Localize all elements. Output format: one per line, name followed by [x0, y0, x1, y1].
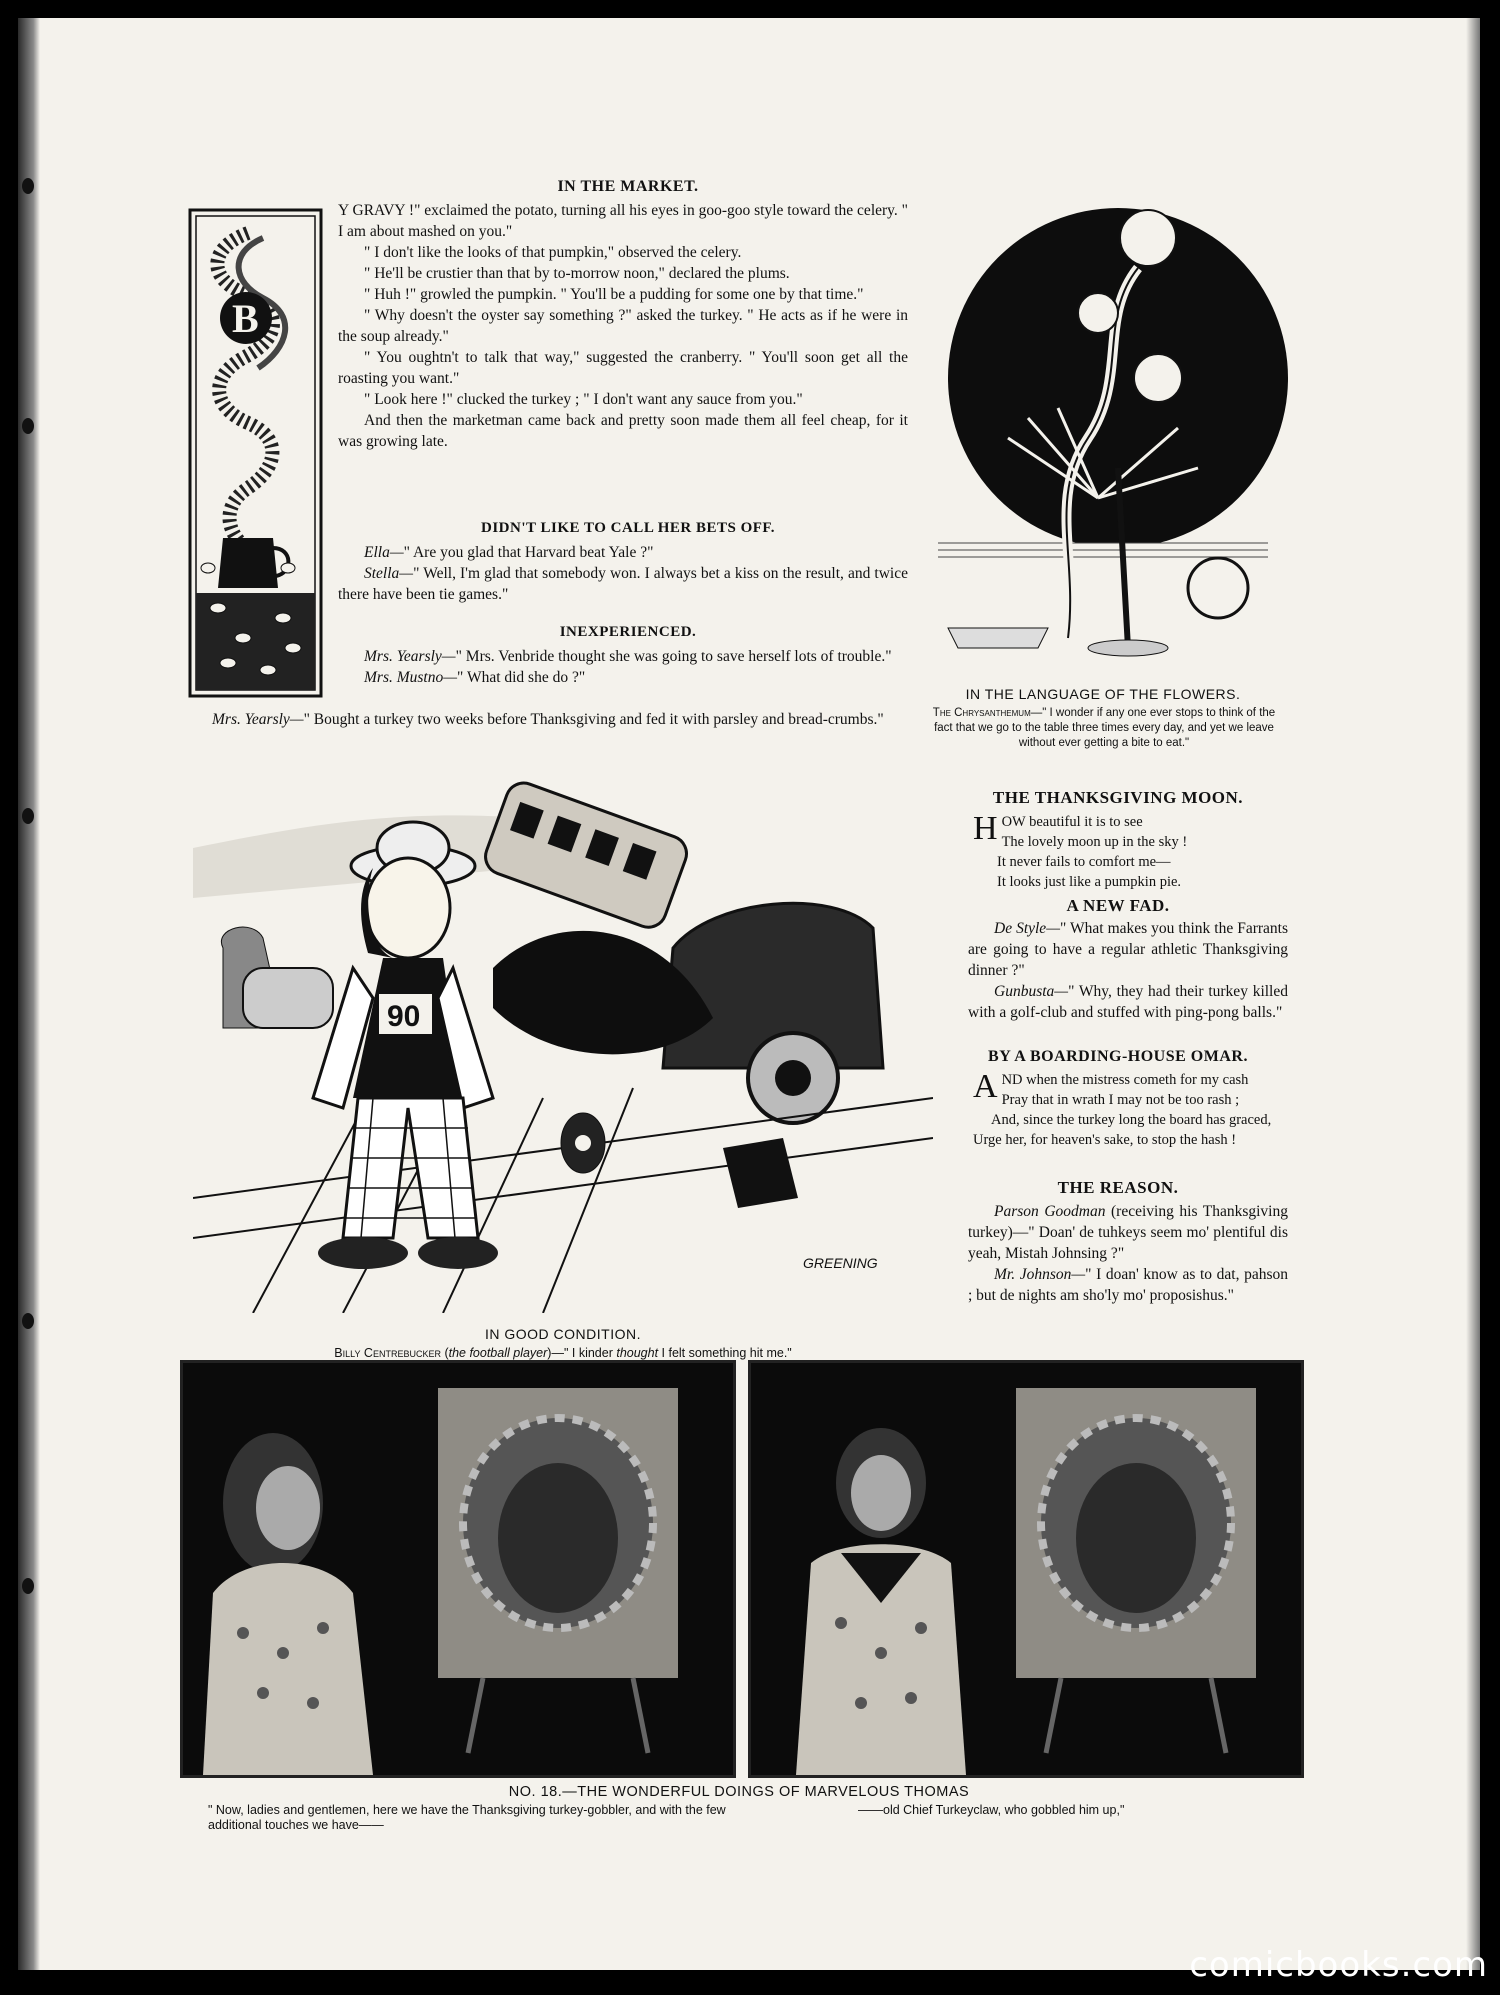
page-edge — [1466, 18, 1480, 1970]
market-paragraph: And then the marketman came back and pretty soon made them all feel cheap, for it was growing late. — [338, 412, 908, 450]
dialogue-line: " I doan' know as to dat, pahson ; but de nights am sho'ly mo' proposishus." — [968, 1266, 1289, 1304]
poem-line: Urge her, for heaven's sake, to stop the hash ! — [973, 1132, 1237, 1148]
speaker-name: Gunbusta— — [994, 983, 1069, 1000]
thomas-photo-left — [180, 1360, 736, 1778]
magazine-page — [18, 18, 1480, 1970]
fad-title: A NEW FAD. — [1066, 896, 1170, 915]
binding-hole — [22, 1313, 34, 1329]
dialogue-line: " I wonder if any one ever stops to think of the fact that we go to the table three times every day, and yet we leave without ever getting a bite to eat." — [934, 707, 1276, 749]
moon-poem — [973, 812, 1283, 892]
speaker-name: Ella— — [364, 544, 404, 561]
speaker-name: De Style— — [994, 920, 1060, 937]
market-paragraph: " Huh !" growled the pumpkin. " You'll be a pudding for some one by that time." — [364, 286, 864, 303]
market-paragraph: " You oughtn't to talk that way," suggested the cranberry. " You'll soon get all the roasting you want." — [338, 349, 908, 387]
speaker-name: The Chrysanthemum— — [932, 707, 1043, 719]
omar-title: BY A BOARDING-HOUSE OMAR. — [988, 1048, 1248, 1065]
decorative-initial-panel — [188, 208, 323, 698]
binding-hole — [22, 1578, 34, 1594]
binding-hole — [22, 808, 34, 824]
market-paragraph: " Look here !" clucked the turkey ; " I don't want any sauce from you." — [364, 391, 803, 408]
cartoon-caption: Billy Centrebucker (the football player)—" I kinder thought I felt something hit me." — [334, 1346, 792, 1360]
speaker-name: Mrs. Yearsly— — [364, 648, 456, 665]
fad-story — [968, 918, 1288, 1023]
dialogue-line: " What makes you think the Farrants are going to have a regular athletic Thanksgiving dinner ?" — [968, 920, 1288, 979]
page-binding — [18, 18, 40, 1970]
reason-story — [968, 1201, 1288, 1306]
dialogue-line: " Are you glad that Harvard beat Yale ?" — [403, 544, 654, 561]
dialogue-line: " Bought a turkey two weeks before Thanksgiving and fed it with parsley and bread-crumbs." — [303, 711, 884, 728]
dialogue-line: " Mrs. Venbride thought she was going to save herself lots of trouble." — [455, 648, 892, 665]
inexperienced-story — [338, 646, 908, 688]
dialogue-line: I felt something hit me." — [658, 1346, 792, 1360]
jersey-number: 90 — [387, 1000, 421, 1033]
dialogue-line: " Why, they had their turkey killed with a golf-club and stuffed with ping-pong balls." — [968, 983, 1288, 1021]
speaker-name: Mr. Johnson— — [994, 1266, 1086, 1283]
speaker-name: Parson Goodman — [994, 1203, 1106, 1220]
binding-hole — [22, 178, 34, 194]
dialogue-line: " What did she do ?" — [457, 669, 586, 686]
market-story — [338, 200, 908, 452]
drop-cap: H — [973, 810, 998, 847]
market-paragraph: " I don't like the looks of that pumpkin," observed the celery. — [364, 244, 742, 261]
market-paragraph: " Why doesn't the oyster say something ?" asked the turkey. " He acts as if he were in the soup already." — [338, 307, 908, 345]
market-lead: Y GRAVY !" exclaimed the potato, turning all his eyes in goo-goo style toward the celery. " I am about mashed on you." — [338, 202, 908, 240]
site-watermark: comicbooks.com — [1189, 1945, 1488, 1985]
binding-hole — [22, 418, 34, 434]
dialogue-line: —" I kinder — [551, 1346, 617, 1360]
football-cartoon — [193, 768, 933, 1313]
bets-title: DIDN'T LIKE TO CALL HER BETS OFF. — [481, 520, 775, 536]
poem-line: Pray that in wrath I may not be too rash ; — [1001, 1092, 1240, 1108]
reason-title: THE REASON. — [1057, 1178, 1179, 1197]
poem-line: It never fails to comfort me— — [997, 854, 1171, 870]
initial-letter: B — [232, 296, 259, 341]
omar-poem — [973, 1070, 1293, 1150]
poem-line: OW beautiful it is to see — [1001, 814, 1143, 830]
moon-title: THE THANKSGIVING MOON. — [992, 788, 1244, 807]
inexperienced-title: INEXPERIENCED. — [559, 624, 697, 640]
poem-line: It looks just like a pumpkin pie. — [997, 874, 1182, 890]
poem-line: The lovely moon up in the sky ! — [1001, 834, 1188, 850]
thomas-right-caption: ——old Chief Turkeyclaw, who gobbled him up," — [858, 1803, 1125, 1817]
market-paragraph: " He'll be crustier than that by to-morrow noon," declared the plums. — [364, 265, 790, 282]
speaker-name: Stella— — [364, 565, 414, 582]
speaker-name: Mrs. Mustno— — [364, 669, 458, 686]
thomas-photo-right — [748, 1360, 1304, 1778]
poem-line: ND when the mistress cometh for my cash — [1001, 1072, 1249, 1088]
thomas-left-caption: " Now, ladies and gentlemen, here we have the Thanksgiving turkey-gobbler, and with the few additional touches we have—— — [208, 1803, 726, 1832]
drop-cap: A — [973, 1068, 998, 1105]
cartoon-title: IN GOOD CONDITION. — [485, 1326, 641, 1342]
dialogue-line: (receiving his Thanksgiving turkey)—" Doan' de tuhkeys seem mo' plentiful dis yeah, Mistah Johnsing ?" — [968, 1203, 1288, 1262]
artist-signature: GREENING — [803, 1255, 878, 1271]
flowers-title: IN THE LANGUAGE OF THE FLOWERS. — [965, 686, 1241, 702]
bets-story — [338, 542, 908, 605]
speaker-name: Mrs. Yearsly— — [212, 711, 304, 728]
chrysanthemum-illustration — [918, 178, 1288, 668]
speaker-role: the football player — [448, 1346, 548, 1360]
poem-line: And, since the turkey long the board has graced, — [991, 1112, 1272, 1128]
boy-as-chief-turkeyclaw — [751, 1363, 1301, 1775]
speaker-name: Billy Centrebucker — [334, 1346, 441, 1360]
inexperienced-conclusion — [186, 709, 908, 730]
thomas-title: NO. 18.—THE WONDERFUL DOINGS OF MARVELOUS THOMAS — [508, 1784, 970, 1800]
dialogue-line: " Well, I'm glad that somebody won. I always bet a kiss on the result, and twice there have been tie games." — [338, 565, 908, 603]
market-title: IN THE MARKET. — [557, 178, 699, 195]
flowers-caption — [923, 706, 1285, 751]
emphasis-word: thought — [616, 1346, 659, 1360]
boy-with-turkey-poster — [183, 1363, 733, 1775]
